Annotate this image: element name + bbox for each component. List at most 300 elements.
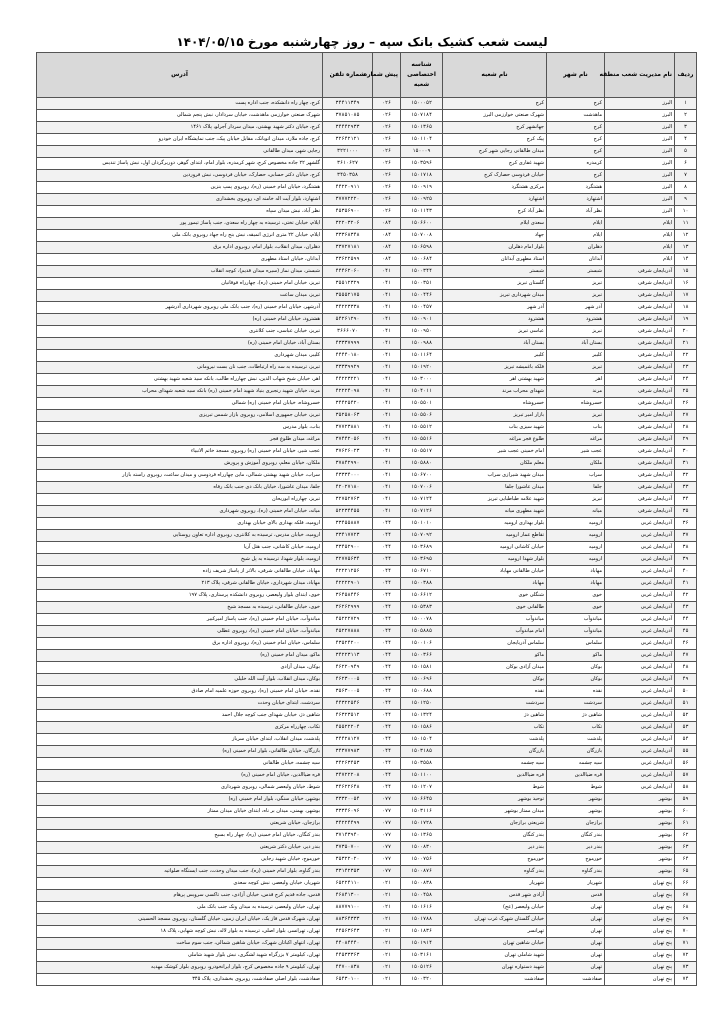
phone-prefix: ۰۲۶ bbox=[373, 146, 401, 158]
phone-prefix: ۰۴۱ bbox=[373, 470, 401, 482]
city-name: بوکان bbox=[547, 662, 605, 674]
row-number: ۲۲ bbox=[675, 350, 697, 362]
address: رجایی شهر، میدان طالقانی bbox=[37, 146, 323, 158]
region-name: آذربایجان غربی bbox=[605, 746, 675, 758]
address: تهران، کیلومتر ۷ بزرگراه شهید لشگری، نبش بلوار شهید شاملی bbox=[37, 950, 323, 962]
city-name: بندر کنگان bbox=[547, 830, 605, 842]
city-name: تبریز bbox=[547, 326, 605, 338]
phone-prefix: ۰۴۴ bbox=[373, 602, 401, 614]
branch-code: ۱۵۰۱۱۰۰ bbox=[401, 770, 443, 782]
city-name: تبریز bbox=[547, 410, 605, 422]
branch-code: ۱۵۰۱۵۸۶ bbox=[401, 722, 443, 734]
phone-prefix: ۰۴۴ bbox=[373, 650, 401, 662]
phone-number: ۳۷۱۴۳۹۴۰ bbox=[323, 830, 373, 842]
branch-code: ۱۵۰۰۹۵۰ bbox=[401, 326, 443, 338]
address: کرج، خیابان دکتر حسابی، حصارک، خیابان فردوسی، نبش فروردین bbox=[37, 170, 323, 182]
phone-prefix: ۰۴۴ bbox=[373, 578, 401, 590]
address: نظر آباد، نبش میدان سپاه bbox=[37, 206, 323, 218]
address: ارومیه، خیابان کاشانی، جنب هتل آریا bbox=[37, 542, 323, 554]
region-name: آذربایجان غربی bbox=[605, 626, 675, 638]
branch-name: عباسی تبریز bbox=[443, 326, 547, 338]
region-name: پنج تهران bbox=[605, 950, 675, 962]
phone-prefix: ۰۲۱ bbox=[373, 878, 401, 890]
phone-prefix: ۰۴۱ bbox=[373, 326, 401, 338]
region-name: پنج تهران bbox=[605, 974, 675, 986]
row-number: ۱۱ bbox=[675, 218, 697, 230]
row-number: ۳۰ bbox=[675, 446, 697, 458]
city-name: بناب bbox=[547, 422, 605, 434]
phone-number: ۴۶۲۳۰۰۰۵ bbox=[323, 674, 373, 686]
phone-prefix: ۰۲۶ bbox=[373, 194, 401, 206]
region-name: البرز bbox=[605, 110, 675, 122]
phone-number: ۳۳۱۴۲۳۵۳ bbox=[323, 866, 373, 878]
phone-number: ۳۴۷۲۲۲۰۸ bbox=[323, 770, 373, 782]
address: بندر کنگان، خیابان امام خمینی (ره)، چهار راه بسیج bbox=[37, 830, 323, 842]
table-row bbox=[37, 806, 697, 818]
address: دهلران، میدان انقلاب، بلوار امام، روبروی اداره برق bbox=[37, 242, 323, 254]
address: تهران، تهرانسر، بلوار اصلی، ترسیده به بلوار لاله، نبش کوچه شهابی، پلاک ۱۸ bbox=[37, 926, 323, 938]
phone-prefix: ۰۴۴ bbox=[373, 626, 401, 638]
table-row bbox=[37, 782, 697, 794]
branch-name: بستان آباد bbox=[443, 338, 547, 350]
branch-name: کرج bbox=[443, 98, 547, 110]
row-number: ۵۶ bbox=[675, 758, 697, 770]
region-name: آذربایجان شرقی bbox=[605, 494, 675, 506]
region-name: آذربایجان شرقی bbox=[605, 398, 675, 410]
row-number: ۹ bbox=[675, 194, 697, 206]
region-name: آذربایجان شرقی bbox=[605, 422, 675, 434]
table-row bbox=[37, 338, 697, 350]
city-name: تهران bbox=[547, 938, 605, 950]
city-name: قره ضیاالدین bbox=[547, 770, 605, 782]
row-number: ۱۸ bbox=[675, 302, 697, 314]
region-name: ایلام bbox=[605, 254, 675, 266]
branch-code: ۱۵۰۳۱۸۵ bbox=[401, 746, 443, 758]
phone-number: ۳۵۲۵۸۰۶۳ bbox=[323, 410, 373, 422]
phone-prefix: ۰۴۴ bbox=[373, 698, 401, 710]
branch-code: ۱۵۰۰۹۸۸ bbox=[401, 338, 443, 350]
table-row bbox=[37, 506, 697, 518]
phone-number: ۴۵۲۲۲۷۲۹ bbox=[323, 614, 373, 626]
table-body bbox=[37, 98, 697, 986]
phone-number: ۳۴۲۲۴۴۹۹ bbox=[323, 818, 373, 830]
city-name: بوشهر bbox=[547, 806, 605, 818]
address: برازجان، خیابان شریعتی bbox=[37, 818, 323, 830]
region-name: آذربایجان غربی bbox=[605, 614, 675, 626]
phone-prefix: ۰۴۴ bbox=[373, 770, 401, 782]
table-row bbox=[37, 410, 697, 422]
city-name: سراب bbox=[547, 470, 605, 482]
branch-name: بندر کنگان bbox=[443, 830, 547, 842]
phone-number: ۴۶۸۴۱۳۰۰ bbox=[323, 890, 373, 902]
address: میاندوآب، خیابان امام خمینی (ره)، روبروی عطلی bbox=[37, 626, 323, 638]
row-number: ۴۸ bbox=[675, 662, 697, 674]
row-number: ۲۸ bbox=[675, 422, 697, 434]
region-name: آذربایجان شرقی bbox=[605, 434, 675, 446]
branch-name: میدان ممتاز بوشهر bbox=[443, 806, 547, 818]
address: مهاباد، خیابان طالقانی شرقی، بالاتر از پاساژ شریف زاده bbox=[37, 566, 323, 578]
branch-code: ۱۵۰۳۶۸۹ bbox=[401, 542, 443, 554]
branch-name: شهریار bbox=[443, 878, 547, 890]
phone-number: ۳۵۶۳۰۰۰۵ bbox=[323, 686, 373, 698]
city-name: خورموج bbox=[547, 854, 605, 866]
branch-name: خسروشاه bbox=[443, 398, 547, 410]
branch-code: ۱۵۰۷۰۰۶ bbox=[401, 482, 443, 494]
table-row bbox=[37, 182, 697, 194]
address: تهران، خیابان ولیعصر، ترسیده به میدان ونک جنب بانک ملی bbox=[37, 902, 323, 914]
address: صفادشت، بلوار اصلی صفادشت، روبروی بخشداری، پلاک ۳۴۵ bbox=[37, 974, 323, 986]
branch-code: ۱۵۰۱۵۰۴ bbox=[401, 734, 443, 746]
city-name: خوی bbox=[547, 602, 605, 614]
city-name: کرج bbox=[547, 146, 605, 158]
row-number: ۳۱ bbox=[675, 458, 697, 470]
region-name: بوشهر bbox=[605, 794, 675, 806]
phone-number: ۳۴۲۲۳۳۳۸ bbox=[323, 302, 373, 314]
city-name: میاندوآب bbox=[547, 626, 605, 638]
phone-number: ۴۴۵۳۳۳۶۳ bbox=[323, 950, 373, 962]
phone-number: ۶۵۴۳۰۱۰۰ bbox=[323, 974, 373, 986]
row-number: ۵۱ bbox=[675, 698, 697, 710]
phone-prefix: ۰۴۱ bbox=[373, 506, 401, 518]
branch-name: میدان طالقانی رجایی شهر کرج bbox=[443, 146, 547, 158]
region-name: آذربایجان شرقی bbox=[605, 446, 675, 458]
city-name: شوط bbox=[547, 782, 605, 794]
branch-name: میدان عاشورا جلفا bbox=[443, 482, 547, 494]
address: قدس، جاده قدیم کرج قدس، خیابان آزادی، جنب تاکسی سرویس پرهام bbox=[37, 890, 323, 902]
phone-number: ۴۴۲۲۳۲۲۱ bbox=[323, 374, 373, 386]
region-name: آذربایجان غربی bbox=[605, 638, 675, 650]
branch-code: ۱۵۰۳۱۱۶ bbox=[401, 806, 443, 818]
phone-number: ۳۷۷۷۲۲۲۰ bbox=[323, 194, 373, 206]
city-name: ایلام bbox=[547, 230, 605, 242]
phone-number: ۳۳۳۲۰۰۵۴ bbox=[323, 794, 373, 806]
region-name: ایلام bbox=[605, 242, 675, 254]
phone-prefix: ۰۲۱ bbox=[373, 974, 401, 986]
table-row bbox=[37, 566, 697, 578]
table-row bbox=[37, 290, 697, 302]
branch-name: خیابان طالقانی مهاباد bbox=[443, 566, 547, 578]
branch-name: پلدشت bbox=[443, 734, 547, 746]
address: خورموج، خیابان شهید رجایی bbox=[37, 854, 323, 866]
phone-number: ۳۶۴۵۸۴۴۶ bbox=[323, 590, 373, 602]
phone-prefix: ۰۷۷ bbox=[373, 794, 401, 806]
region-name: آذربایجان غربی bbox=[605, 722, 675, 734]
branch-name: شهید سیزی بناب bbox=[443, 422, 547, 434]
branch-code: ۱۵۰۰۹۰۱ bbox=[401, 314, 443, 326]
table-row bbox=[37, 314, 697, 326]
phone-number: ۳۷۶۲۶۰۲۳ bbox=[323, 446, 373, 458]
branch-name: تکاب bbox=[443, 722, 547, 734]
phone-prefix: ۰۲۱ bbox=[373, 938, 401, 950]
address: کرج، خیابان دکتر شهید بهشتی، میدان سردار آجرلو، پلاک ۱۴۶۱ bbox=[37, 122, 323, 134]
row-number: ۷۲ bbox=[675, 950, 697, 962]
address: سراب، خیابان شهید بهشتی شمالی، ماین چهارراه فردوسی و میدان ساعت، روبروی راسته بازار bbox=[37, 470, 323, 482]
branch-code: ۱۵۰۶۵۹۸ bbox=[401, 242, 443, 254]
phone-number: ۴۵۵۲۲۲۰۴ bbox=[323, 722, 373, 734]
table-row bbox=[37, 518, 697, 530]
branch-name: خیابان کاشانی ارومیه bbox=[443, 542, 547, 554]
row-number: ۲ bbox=[675, 110, 697, 122]
region-name: آذربایجان شرقی bbox=[605, 386, 675, 398]
phone-number: ۴۵۳۵۶۹۰۰ bbox=[323, 206, 373, 218]
table-row bbox=[37, 134, 697, 146]
phone-prefix: ۰۴۴ bbox=[373, 554, 401, 566]
row-number: ۴۹ bbox=[675, 674, 697, 686]
branch-name: شهید شاملی تهران bbox=[443, 950, 547, 962]
city-name: تکاب bbox=[547, 722, 605, 734]
table-row bbox=[37, 230, 697, 242]
phone-number: ۴۶۲۲۰۹۴۹ bbox=[323, 662, 373, 674]
row-number: ۴۲ bbox=[675, 590, 697, 602]
phone-number: ۴۶۳۲۳۵۱۲ bbox=[323, 710, 373, 722]
city-name: مهاباد bbox=[547, 578, 605, 590]
table-row bbox=[37, 170, 697, 182]
branch-name: شهید مطهری میانه bbox=[443, 506, 547, 518]
row-number: ۲۷ bbox=[675, 410, 697, 422]
row-number: ۱۵ bbox=[675, 266, 697, 278]
phone-prefix: ۰۲۶ bbox=[373, 134, 401, 146]
region-name: آذربایجان شرقی bbox=[605, 350, 675, 362]
branch-code: ۱۵۰۶۷۱۰ bbox=[401, 566, 443, 578]
region-name: آذربایجان غربی bbox=[605, 686, 675, 698]
table-row bbox=[37, 842, 697, 854]
row-number: ۳۴ bbox=[675, 494, 697, 506]
address: آذرشهر، خیابان امام خمینی (ره)، جنب بانک ملی روبروی شهرداری آذرشهر bbox=[37, 302, 323, 314]
city-name: بوشهر bbox=[547, 794, 605, 806]
table-row bbox=[37, 746, 697, 758]
region-name: آذربایجان غربی bbox=[605, 602, 675, 614]
phone-number: ۳۲۲۱۰۰۰ bbox=[323, 146, 373, 158]
city-name: کرمدره bbox=[547, 158, 605, 170]
branch-name: میاندوآب bbox=[443, 614, 547, 626]
city-name: ماکو bbox=[547, 650, 605, 662]
branch-code: ۱۵۰۱۹۱۴ bbox=[401, 938, 443, 950]
address: تبریز، خیابان جمهوری اسلامی، روبروی بازار شمس تبریزی bbox=[37, 410, 323, 422]
phone-prefix: ۰۲۱ bbox=[373, 890, 401, 902]
address: هشترود، خیابان امام خمینی (ره) bbox=[37, 314, 323, 326]
city-name: ملکان bbox=[547, 458, 605, 470]
address: مراغه، میدان طلوع فجر bbox=[37, 434, 323, 446]
row-number: ۴ bbox=[675, 134, 697, 146]
branch-code: ۱۵۰۰۴۴۶ bbox=[401, 290, 443, 302]
city-name: کرج bbox=[547, 98, 605, 110]
table-row bbox=[37, 302, 697, 314]
header-row-number: ردیف bbox=[675, 53, 697, 98]
header-phone: شماره تلفن bbox=[323, 53, 373, 98]
region-name: آذربایجان شرقی bbox=[605, 302, 675, 314]
phone-prefix: ۰۲۶ bbox=[373, 122, 401, 134]
phone-number: ۳۳۴۱۷۷۲۳ bbox=[323, 530, 373, 542]
row-number: ۱۶ bbox=[675, 278, 697, 290]
branch-name: بوکان bbox=[443, 674, 547, 686]
phone-prefix: ۰۷۷ bbox=[373, 842, 401, 854]
document-title: لیست شعب کشیک بانک سپه – روز چهارشنبه مورخ ۱۴۰۴/۰۵/۱۵ bbox=[176, 35, 548, 49]
table-row bbox=[37, 158, 697, 170]
phone-prefix: ۰۴۱ bbox=[373, 422, 401, 434]
branch-code: ۱۵۰۱۷۲۸ bbox=[401, 818, 443, 830]
phone-prefix: ۰۴۱ bbox=[373, 290, 401, 302]
phone-number: ۳۶۲۶۲۹۹۹ bbox=[323, 602, 373, 614]
branch-name: کلیبر bbox=[443, 350, 547, 362]
branch-code: ۱۵۰۱۸۳۶ bbox=[401, 926, 443, 938]
city-name: هشتگرد bbox=[547, 182, 605, 194]
phone-number: ۴۲۲۲۲۹۰۱ bbox=[323, 578, 373, 590]
city-name: خسروشاه bbox=[547, 398, 605, 410]
branch-code: ۱۵۰۶۶۰۰ bbox=[401, 218, 443, 230]
address: تبریز، چهارراه ابوریحان bbox=[37, 494, 323, 506]
branch-code: ۱۵۰۵۸۸۰ bbox=[401, 458, 443, 470]
table-row bbox=[37, 722, 697, 734]
city-name: صفادشت bbox=[547, 974, 605, 986]
branch-name: بازرگان bbox=[443, 746, 547, 758]
address: تهران، کیلومتر ۹ جاده مخصوص کرج، بلوار ایرانخودرو، روبروی بلوار کوشک مهدیه bbox=[37, 962, 323, 974]
header-branch-code: شناسه اختصاصی شعبه bbox=[401, 53, 443, 98]
table-row bbox=[37, 698, 697, 710]
branch-name: شوط bbox=[443, 782, 547, 794]
phone-number: ۸۸۳۶۴۳۳۳ bbox=[323, 914, 373, 926]
table-row bbox=[37, 614, 697, 626]
address: بوشهر، بهمنی، میدان بر ناه، ابتدای خیابان میدان ممتاز bbox=[37, 806, 323, 818]
branch-name: بلوار بهداری ارومیه bbox=[443, 518, 547, 530]
region-name: آذربایجان شرقی bbox=[605, 458, 675, 470]
address: شبستر، میدان نماز (سیره میدان قدیم)، کوچه انقلاب bbox=[37, 266, 323, 278]
table-row bbox=[37, 926, 697, 938]
phone-number: ۳۳۳۳۹۹۲۹ bbox=[323, 362, 373, 374]
phone-prefix: ۰۴۱ bbox=[373, 458, 401, 470]
region-name: البرز bbox=[605, 146, 675, 158]
branch-code: ۱۵۰۵۱۲۶ bbox=[401, 962, 443, 974]
phone-prefix: ۰۷۷ bbox=[373, 854, 401, 866]
branch-name: تهرانسر bbox=[443, 926, 547, 938]
phone-number: ۴۴۷۰۰۸۳۸ bbox=[323, 962, 373, 974]
address: ملکان، خیابان معلم، روبروی آموزش و پرورش bbox=[37, 458, 323, 470]
branch-name: جهانشهر کرج bbox=[443, 122, 547, 134]
city-name: سلماس bbox=[547, 638, 605, 650]
region-name: آذربایجان غربی bbox=[605, 650, 675, 662]
phone-number: ۳۶۱۰۶۲۷ bbox=[323, 158, 373, 170]
region-name: بوشهر bbox=[605, 854, 675, 866]
branch-code: ۱۵۰۰۶۹۶ bbox=[401, 674, 443, 686]
row-number: ۲۱ bbox=[675, 338, 697, 350]
row-number: ۳۲ bbox=[675, 470, 697, 482]
table-row bbox=[37, 98, 697, 110]
row-number: ۴۳ bbox=[675, 602, 697, 614]
address: آبدانان، خیابان استاد مطهری bbox=[37, 254, 323, 266]
phone-number: ۳۳۴۵۲۹۰۰ bbox=[323, 542, 373, 554]
region-name: آذربایجان غربی bbox=[605, 566, 675, 578]
region-name: پنج تهران bbox=[605, 962, 675, 974]
table-row bbox=[37, 890, 697, 902]
branch-name: صفادشت bbox=[443, 974, 547, 986]
table-row bbox=[37, 110, 697, 122]
region-name: آذربایجان غربی bbox=[605, 734, 675, 746]
phone-prefix: ۰۴۱ bbox=[373, 482, 401, 494]
phone-number: ۳۴۶۲۲۶۴۸ bbox=[323, 782, 373, 794]
row-number: ۲۳ bbox=[675, 362, 697, 374]
phone-prefix: ۰۴۴ bbox=[373, 734, 401, 746]
phone-number: ۴۴۵۶۳۶۴۳ bbox=[323, 926, 373, 938]
address: اهر، خیابان شیخ شهاب الدین، نبش چهارراه طالب، بانکه سید شعبه شهید بهشتی bbox=[37, 374, 323, 386]
city-name: بازرگان bbox=[547, 746, 605, 758]
phone-number: ۴۴۴۶۲۰۶۰ bbox=[323, 266, 373, 278]
phone-number: ۳۴۲۶۳۴۵۳ bbox=[323, 758, 373, 770]
table-row bbox=[37, 422, 697, 434]
phone-prefix: ۰۲۶ bbox=[373, 206, 401, 218]
row-number: ۷۳ bbox=[675, 962, 697, 974]
region-name: آذربایجان غربی bbox=[605, 530, 675, 542]
city-name: تبریز bbox=[547, 494, 605, 506]
branch-name: فلکه باغمیشه تبریز bbox=[443, 362, 547, 374]
city-name: تهران bbox=[547, 914, 605, 926]
city-name: تهران bbox=[547, 962, 605, 974]
table-row bbox=[37, 530, 697, 542]
row-number: ۶۲ bbox=[675, 830, 697, 842]
row-number: ۱ bbox=[675, 98, 697, 110]
region-name: پنج تهران bbox=[605, 938, 675, 950]
phone-number: ۳۶۶۶۰۷۰ bbox=[323, 326, 373, 338]
branch-name: طالقانی خوی bbox=[443, 602, 547, 614]
table-row bbox=[37, 674, 697, 686]
city-name: عجب شیر bbox=[547, 446, 605, 458]
table-row bbox=[37, 350, 697, 362]
table-row bbox=[37, 242, 697, 254]
branch-code: ۱۵۰۱۷۸۸ bbox=[401, 914, 443, 926]
branch-code: ۱۵۰۰۳۲۰ bbox=[401, 974, 443, 986]
city-name: ارومیه bbox=[547, 530, 605, 542]
phone-prefix: ۰۴۴ bbox=[373, 686, 401, 698]
address: بوکان، میدان انقلاب، بلوار آیت الله خلیلی bbox=[37, 674, 323, 686]
row-number: ۵۸ bbox=[675, 782, 697, 794]
table-row bbox=[37, 770, 697, 782]
table-row bbox=[37, 266, 697, 278]
branch-code: ۱۵۰۰۴۵۸ bbox=[401, 890, 443, 902]
row-number: ۴۷ bbox=[675, 650, 697, 662]
table-row bbox=[37, 194, 697, 206]
branch-name: بازار امیر تبریز bbox=[443, 410, 547, 422]
address: کرج، چهار راه دانشکده، جنب اداره پست bbox=[37, 98, 323, 110]
row-number: ۷۴ bbox=[675, 974, 697, 986]
region-name: بوشهر bbox=[605, 830, 675, 842]
branch-code: ۱۵۰۳۵۵۸ bbox=[401, 758, 443, 770]
region-name: ایلام bbox=[605, 230, 675, 242]
phone-prefix: ۰۴۱ bbox=[373, 374, 401, 386]
branch-name: آذر شهر bbox=[443, 302, 547, 314]
table-row bbox=[37, 458, 697, 470]
row-number: ۱۲ bbox=[675, 230, 697, 242]
city-name: ارومیه bbox=[547, 542, 605, 554]
phone-prefix: ۰۷۷ bbox=[373, 806, 401, 818]
table-row bbox=[37, 626, 697, 638]
phone-number: ۳۳۴۵۵۸۸۷ bbox=[323, 518, 373, 530]
region-name: آذربایجان شرقی bbox=[605, 410, 675, 422]
phone-number: ۴۴۴۴۰۱۸۰ bbox=[323, 350, 373, 362]
branch-name: شهید علامه طباطبایی تبریز bbox=[443, 494, 547, 506]
row-number: ۶۵ bbox=[675, 866, 697, 878]
branch-name: شهرک صنعتی خوارزمی البرز bbox=[443, 110, 547, 122]
table-row bbox=[37, 398, 697, 410]
table-row bbox=[37, 710, 697, 722]
phone-prefix: ۰۴۴ bbox=[373, 758, 401, 770]
phone-prefix: ۰۴۴ bbox=[373, 566, 401, 578]
phone-prefix: ۰۴۴ bbox=[373, 746, 401, 758]
city-name: جلفا bbox=[547, 482, 605, 494]
branch-code: ۱۵۰۱۳۶۵ bbox=[401, 122, 443, 134]
address: قره ضیاالدین، خیابان امام خمینی (ره) bbox=[37, 770, 323, 782]
row-number: ۴۶ bbox=[675, 638, 697, 650]
row-number: ۴۱ bbox=[675, 578, 697, 590]
header-address: آدرس bbox=[37, 53, 323, 98]
row-number: ۱۰ bbox=[675, 206, 697, 218]
